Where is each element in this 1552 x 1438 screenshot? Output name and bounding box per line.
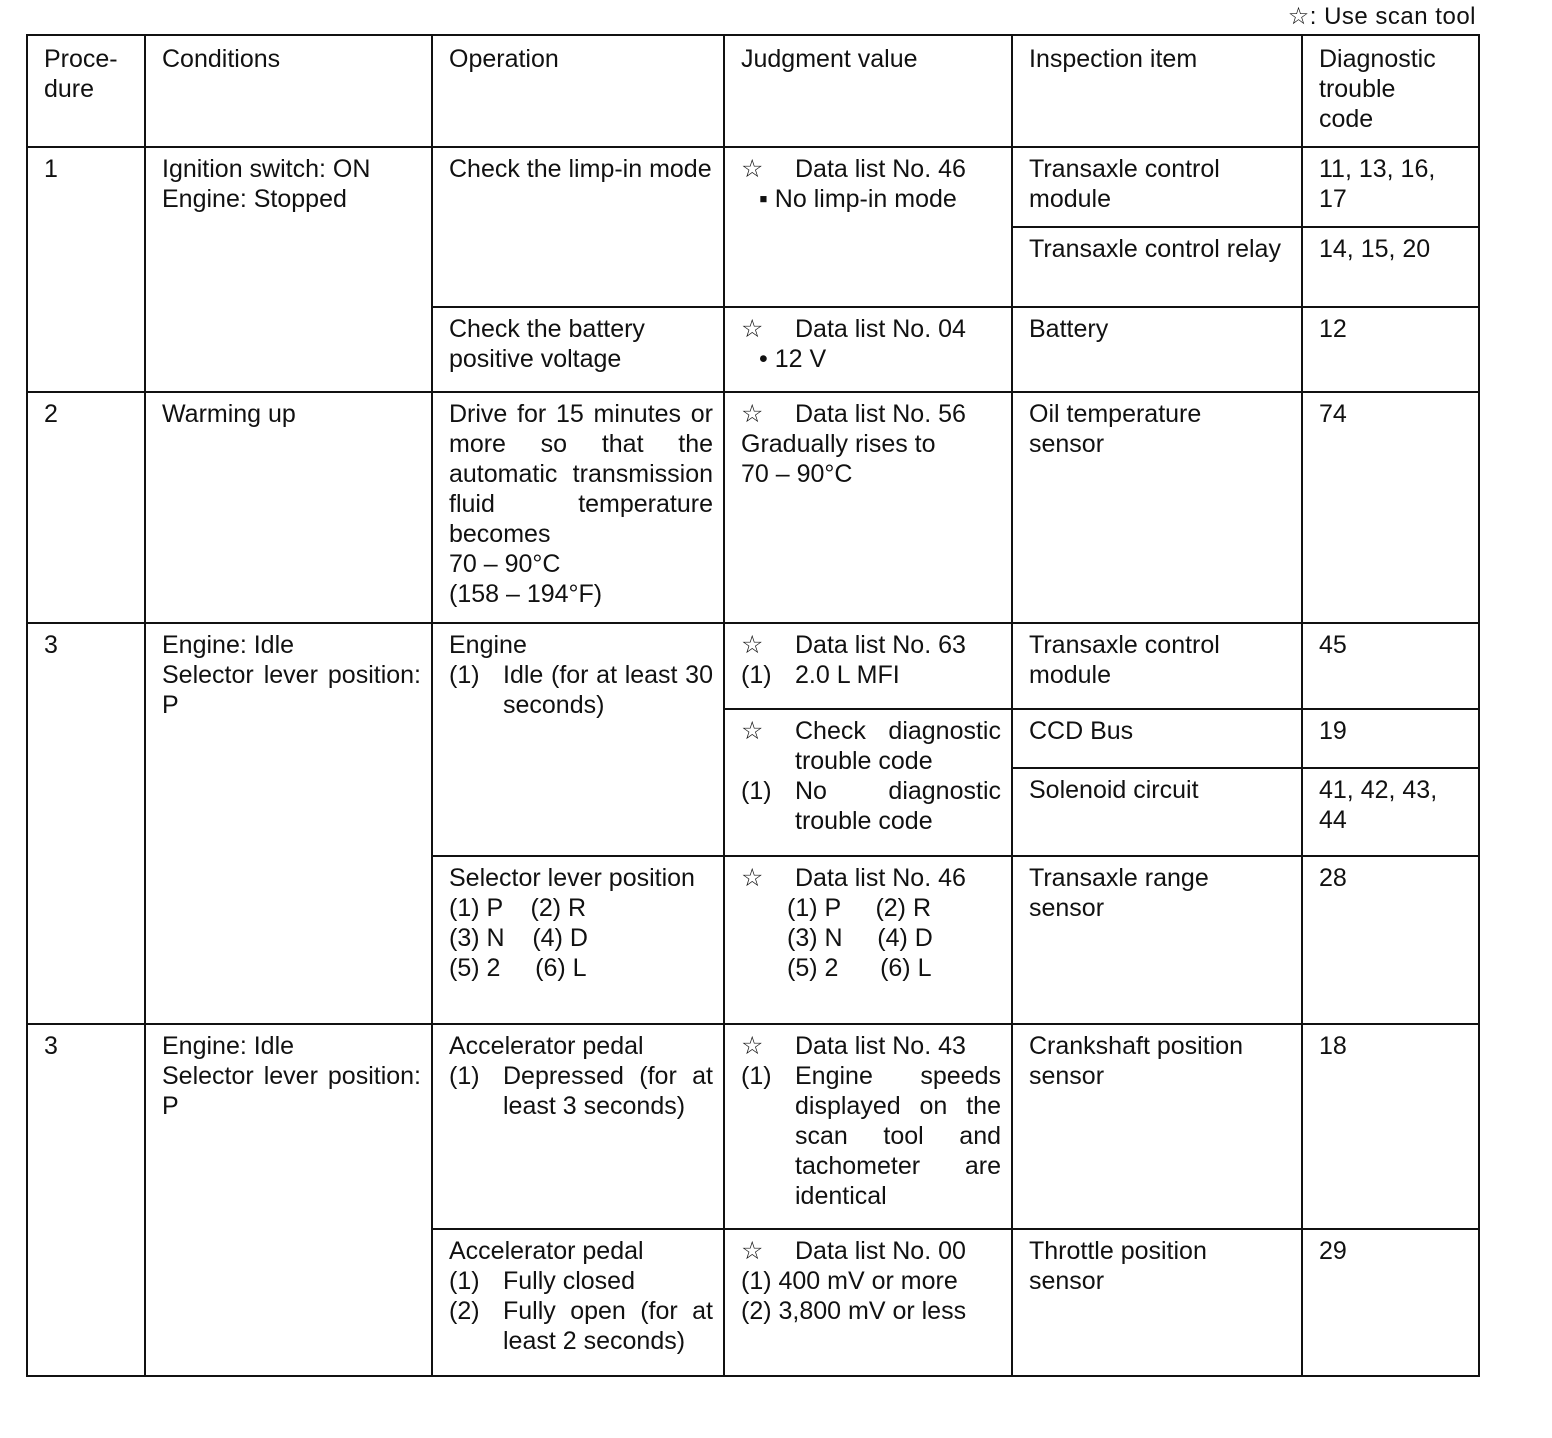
judgment-cell <box>724 1024 1012 1229</box>
operation-cell <box>432 856 724 1024</box>
star-icon: ☆ <box>741 717 764 745</box>
list-marker: (1) <box>449 661 480 689</box>
list-marker: (1) <box>741 661 772 689</box>
judgment-value: (1) P (2) R (3) N (4) D (5) 2 (6) L <box>787 894 933 982</box>
star-icon: ☆ <box>741 315 764 343</box>
header-row <box>27 35 1479 147</box>
star-icon: ☆ <box>741 400 764 428</box>
scan-tool-legend: ☆: Use scan tool <box>1287 3 1476 30</box>
operation-cell <box>432 392 724 623</box>
operation-text: Idle (for at least 30 seconds) <box>503 661 713 719</box>
operation-text: Drive for 15 minutes or more so that the automatic transmission fluid temperature becomes <box>449 400 713 548</box>
inspection-cell: Transaxle control relay <box>1012 227 1302 307</box>
code-cell: 12 <box>1302 307 1479 392</box>
operation-temp-f: (158 – 194°F) <box>449 580 603 608</box>
header-code: Diagnostic trouble code <box>1302 35 1479 147</box>
code-cell: 45 <box>1302 623 1479 709</box>
star-icon: ☆ <box>741 1032 764 1060</box>
operation-title: Selector lever position <box>449 864 695 892</box>
code-cell: 14, 15, 20 <box>1302 227 1479 307</box>
table-row <box>27 147 1479 227</box>
condition-line: Engine: Idle <box>162 1032 295 1060</box>
judgment-value: (2) 3,800 mV or less <box>741 1297 967 1325</box>
header-conditions: Conditions <box>145 35 432 147</box>
star-icon: ☆ <box>741 155 764 183</box>
star-icon: ☆ <box>741 631 764 659</box>
header-inspection: Inspection item <box>1012 35 1302 147</box>
conditions-cell: Ignition switch: ON Engine: Stopped <box>145 147 432 392</box>
judgment-cell <box>724 623 1012 709</box>
inspection-cell: Throttle position sensor <box>1012 1229 1302 1376</box>
list-marker: (1) <box>741 777 772 805</box>
operation-temp-c: 70 – 90°C <box>449 550 561 578</box>
judgment-value: (1) 400 mV or more <box>741 1267 958 1295</box>
conditions-cell <box>145 623 432 1024</box>
code-cell: 28 <box>1302 856 1479 1024</box>
judgment-value: ▪ No limp-in mode <box>759 185 957 213</box>
operation-cell <box>432 1229 724 1376</box>
selector-positions: (1) P (2) R (3) N (4) D (5) 2 (6) L <box>449 894 588 982</box>
judgment-value: 2.0 L MFI <box>795 661 900 689</box>
table-row <box>27 623 1479 709</box>
operation-text: Fully closed <box>503 1267 635 1295</box>
operation-text: Fully open (for at least 2 seconds) <box>503 1297 713 1355</box>
judgment-value: Engine speeds displayed on the scan tool and tachometer are identical <box>795 1062 1001 1210</box>
judgment-value: • 12 V <box>759 345 827 373</box>
conditions-cell: Warming up <box>145 392 432 623</box>
operation-title: Accelerator pedal <box>449 1237 644 1265</box>
code-cell: 29 <box>1302 1229 1479 1376</box>
diagnosis-table <box>26 34 1480 1377</box>
condition-line: Selector lever position: P <box>162 661 421 719</box>
table-row <box>27 1024 1479 1229</box>
procedure-cell: 3 <box>27 1024 145 1376</box>
inspection-cell: Transaxle control module <box>1012 623 1302 709</box>
code-cell: 18 <box>1302 1024 1479 1229</box>
inspection-cell: Oil temperature sensor <box>1012 392 1302 623</box>
header-judgment: Judgment value <box>724 35 1012 147</box>
header-operation: Operation <box>432 35 724 147</box>
judgment-cell <box>724 307 1012 392</box>
judgment-title: Data list No. 00 <box>795 1237 966 1265</box>
inspection-cell: Transaxle control module <box>1012 147 1302 227</box>
conditions-cell <box>145 1024 432 1376</box>
code-cell: 19 <box>1302 709 1479 768</box>
operation-cell <box>432 623 724 856</box>
judgment-title: Data list No. 43 <box>795 1032 966 1060</box>
code-cell: 11, 13, 16, 17 <box>1302 147 1479 227</box>
operation-cell: Check the limp-in mode <box>432 147 724 307</box>
judgment-value: Gradually rises to 70 – 90°C <box>741 430 936 488</box>
condition-line: Engine: Idle <box>162 631 295 659</box>
procedure-cell: 2 <box>27 392 145 623</box>
procedure-cell: 1 <box>27 147 145 392</box>
condition-line: Selector lever position: P <box>162 1062 421 1120</box>
header-procedure: Proce- dure <box>27 35 145 147</box>
judgment-title: Data list No. 63 <box>795 631 966 659</box>
inspection-cell: Crankshaft position sensor <box>1012 1024 1302 1229</box>
list-marker: (2) <box>449 1297 480 1325</box>
star-icon: ☆ <box>741 864 764 892</box>
inspection-cell: Solenoid circuit <box>1012 768 1302 856</box>
judgment-title: Data list No. 46 <box>795 155 966 183</box>
operation-title: Accelerator pedal <box>449 1032 644 1060</box>
list-marker: (1) <box>449 1267 480 1295</box>
operation-cell <box>432 1024 724 1229</box>
judgment-title: Data list No. 46 <box>795 864 966 892</box>
judgment-title: Data list No. 04 <box>795 315 966 343</box>
inspection-cell: Battery <box>1012 307 1302 392</box>
judgment-cell <box>724 1229 1012 1376</box>
judgment-cell <box>724 709 1012 856</box>
judgment-value: No diagnostic trouble code <box>795 777 1001 835</box>
inspection-cell: CCD Bus <box>1012 709 1302 768</box>
list-marker: (1) <box>741 1062 772 1090</box>
operation-text: Depressed (for at least 3 seconds) <box>503 1062 713 1120</box>
judgment-title: Data list No. 56 <box>795 400 966 428</box>
judgment-cell <box>724 392 1012 623</box>
judgment-title: Check diagnostic trouble code <box>795 717 1001 775</box>
list-marker: (1) <box>449 1062 480 1090</box>
judgment-cell <box>724 147 1012 307</box>
procedure-cell: 3 <box>27 623 145 1024</box>
inspection-cell: Transaxle range sensor <box>1012 856 1302 1024</box>
code-cell: 74 <box>1302 392 1479 623</box>
judgment-cell <box>724 856 1012 1024</box>
code-cell: 41, 42, 43, 44 <box>1302 768 1479 856</box>
star-icon: ☆ <box>741 1237 764 1265</box>
table-row <box>27 392 1479 623</box>
operation-cell: Check the battery positive voltage <box>432 307 724 392</box>
operation-title: Engine <box>449 631 527 659</box>
